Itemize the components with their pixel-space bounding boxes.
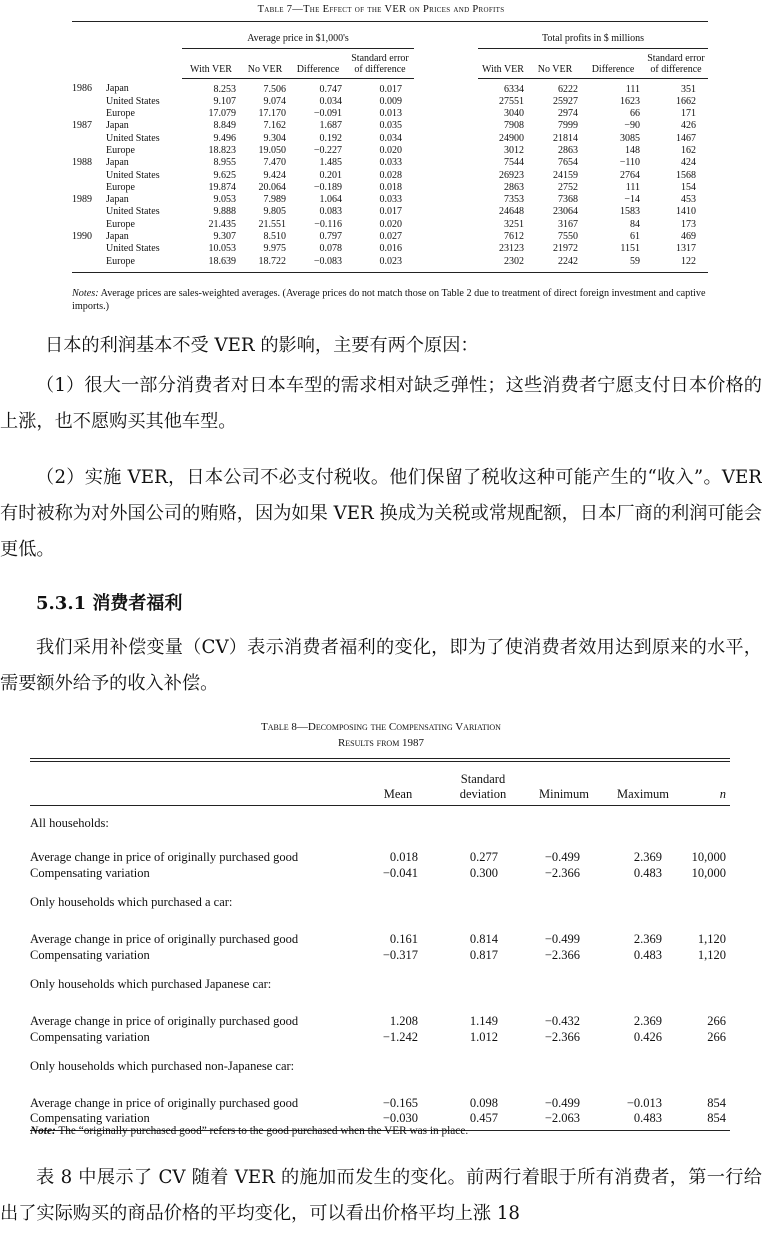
table7-value-cell: 61	[630, 231, 640, 243]
table7-value-cell: 1467	[676, 132, 696, 144]
table7-value-cell: 2863	[504, 181, 524, 193]
table7-value-cell: 8.510	[263, 231, 286, 243]
table7-row	[72, 256, 708, 273]
table7-value-cell: 7.162	[263, 120, 286, 132]
table7-value-cell: 2242	[528, 256, 582, 273]
table7-row	[72, 96, 708, 108]
paragraph-5: 表 8 中展示了 CV 随着 VER 的施加而发生的变化。前两行着眼于所有消费者，第一行给出了实际购买的商品价格的平均变化，可以看出价格平均上涨 18	[0, 1167, 762, 1224]
table7-gap-cell	[414, 133, 478, 145]
table7-value-cell: 0.033	[379, 157, 402, 169]
table8-row-label: Average change in price of originally purchased good	[30, 1095, 299, 1110]
table8-row	[30, 1013, 730, 1029]
table7-year-cell	[72, 256, 106, 273]
table7-value-cell: 7353	[504, 194, 524, 206]
table7-year-cell	[72, 243, 106, 255]
table7-value-cell: 0.018	[379, 181, 402, 193]
table7-value-cell: 19.874	[208, 181, 236, 193]
table8-value-cell: 1.208	[389, 1013, 418, 1028]
table7-value-cell: 9.975	[263, 243, 286, 255]
table7-region-cell: Japan	[106, 157, 129, 169]
table7-gap-cell	[414, 78, 478, 96]
table8-value-cell: 854	[684, 1111, 730, 1131]
table7-value-cell: 21814	[553, 132, 578, 144]
table7-value-cell: 1583	[620, 206, 640, 218]
table7-region-cell: Japan	[106, 194, 129, 206]
table7-value-cell: 2764	[620, 169, 640, 181]
table7-value-cell: 0.034	[319, 95, 342, 107]
table7-value-cell: 7908	[504, 120, 524, 132]
table8-value-cell: 0.161	[389, 931, 418, 946]
table8-value-cell: −2.366	[544, 865, 580, 880]
table7-value-cell: 0.201	[319, 169, 342, 181]
table7-value-cell: 0.017	[379, 83, 402, 95]
table7-value-cell: 9.107	[213, 95, 236, 107]
table8-col-header: Mean	[356, 765, 440, 805]
table7-value-cell: 0.020	[379, 144, 402, 156]
table8-col-header: n	[684, 765, 730, 805]
table7-gap-cell	[414, 108, 478, 120]
table7-value-cell: 18.823	[208, 144, 236, 156]
table8-value-cell: −1.242	[382, 1029, 418, 1044]
table7-value-cell: 0.033	[379, 194, 402, 206]
table8-value-cell: 2.369	[633, 849, 662, 864]
table7-col-header: With VER	[478, 48, 528, 78]
table7-value-cell: −0.116	[314, 218, 342, 230]
table7-col-header: With VER	[182, 48, 240, 78]
table7-value-cell: 3040	[504, 108, 524, 120]
table7-year-cell	[72, 108, 106, 120]
table7-value-cell: 7654	[558, 157, 578, 169]
table7-value-cell: 8.253	[213, 83, 236, 95]
table8-value-cell: −0.499	[544, 931, 580, 946]
table7-value-cell: 1317	[676, 243, 696, 255]
table8-value-cell: 1,120	[697, 947, 726, 962]
table8-value-cell: 2.369	[633, 1013, 662, 1028]
table7-value-cell: 1.485	[319, 157, 342, 169]
table8-row-label: Compensating variation	[30, 1029, 150, 1044]
table7-col-header: Difference	[582, 48, 644, 78]
table7-col-header: Difference	[290, 48, 346, 78]
table8-top-rule-2	[30, 761, 730, 762]
table8-row-label: Compensating variation	[30, 865, 150, 880]
table8-value-cell: 1,120	[697, 931, 726, 946]
table8-value-cell: −0.030	[356, 1111, 440, 1131]
table7-value-cell: 0.023	[346, 256, 414, 273]
table8-value-cell: −2.063	[526, 1111, 602, 1131]
table7-value-cell: 173	[681, 218, 696, 230]
table7-value-cell: 171	[681, 108, 696, 120]
table7-value-cell: 154	[681, 181, 696, 193]
table8-col-header: Standard deviation	[440, 765, 526, 805]
table7-value-cell: −110	[619, 157, 640, 169]
table7-year-cell	[72, 182, 106, 194]
table7-gap-cell	[414, 256, 478, 273]
section-heading: 5.3.1 消费者福利	[36, 593, 183, 614]
table7-row	[72, 120, 708, 132]
paragraph-3: （2）实施 VER，日本公司不必支付税收。他们保留了税收这种可能产生的“收入”。VER 有时被称为对外国公司的贿赂，因为如果 VER 换成为关税或常规配额，日本厂商的利润可能会更低。	[0, 467, 762, 560]
table7-value-cell: 7550	[558, 231, 578, 243]
table7-value-cell: 0.797	[319, 231, 342, 243]
table7-value-cell: −0.091	[313, 108, 342, 120]
table7-value-cell: 3012	[504, 144, 524, 156]
table7-value-cell: 21.435	[208, 218, 236, 230]
table7-gap-cell	[414, 96, 478, 108]
table7-value-cell: −0.227	[313, 144, 342, 156]
table7-value-cell: −90	[624, 120, 640, 132]
table7-notes: Notes: Average prices are sales-weighted averages. (Average prices do not match those on Table 2 due to treatment of direct foreign investment and captive imports.)	[72, 288, 706, 312]
table7-value-cell: 27551	[499, 95, 524, 107]
table7-year-cell: 1990	[72, 231, 92, 243]
table8-row	[30, 865, 730, 881]
table7-value-cell: 0.017	[379, 206, 402, 218]
table7-value-cell: 21972	[553, 243, 578, 255]
table7-year-cell	[72, 206, 106, 218]
table7-value-cell: 23064	[553, 206, 578, 218]
table8-row	[30, 1029, 730, 1045]
table8-top-rule	[30, 758, 730, 759]
table7-region-cell: United States	[106, 95, 160, 107]
table7-region-head	[106, 48, 182, 78]
table7-value-cell: 6222	[558, 83, 578, 95]
table7-row	[72, 194, 708, 206]
table7-year-cell	[72, 133, 106, 145]
table7-gap-cell	[414, 182, 478, 194]
table7-value-cell: 7999	[558, 120, 578, 132]
table7-group-profit: Total profits in $ millions	[478, 30, 708, 48]
table7-row	[72, 206, 708, 218]
table7-row	[72, 78, 708, 96]
table7-value-cell: 1151	[620, 243, 640, 255]
table7-gap-cell	[414, 206, 478, 218]
table7-value-cell: 24648	[499, 206, 524, 218]
table7-value-cell: 0.747	[319, 83, 342, 95]
table7-value-cell: 0.016	[379, 243, 402, 255]
table8-value-cell: 0.018	[389, 849, 418, 864]
table8-col-header: Minimum	[526, 765, 602, 805]
table8-value-cell: 0.277	[469, 849, 498, 864]
table7-value-cell: 0.034	[379, 132, 402, 144]
table8-value-cell: 266	[707, 1029, 726, 1044]
table7-value-cell: 3167	[558, 218, 578, 230]
table7-row	[72, 243, 708, 255]
table7-region-cell: Europe	[106, 181, 135, 193]
table7-value-cell: 1623	[620, 95, 640, 107]
table7-value-cell: 84	[630, 218, 640, 230]
table7-value-cell: 17.170	[258, 108, 286, 120]
table7-gap-head	[414, 48, 478, 78]
table8-value-cell: −0.432	[544, 1013, 580, 1028]
table7-value-cell: 0.083	[319, 206, 342, 218]
table8-value-cell: 2.369	[633, 931, 662, 946]
table7-value-cell: 10.053	[208, 243, 236, 255]
table8-col-header: Maximum	[602, 765, 684, 805]
table7-value-cell: 18.639	[182, 256, 240, 273]
table8-row	[30, 947, 730, 963]
table7-value-cell: 162	[681, 144, 696, 156]
table7-region-cell: Europe	[106, 144, 135, 156]
table8-title: Table 8—Decomposing the Compensating Variation	[261, 721, 501, 733]
table7-gap-cell	[414, 231, 478, 243]
table8-subtitle: Results from 1987	[337, 737, 425, 749]
table7-region-cell: Europe	[106, 218, 135, 230]
table8-note: Note: The “originally purchased good” refers to the good purchased when the VER was in place.	[30, 1125, 469, 1137]
table7-value-cell: 7544	[504, 157, 524, 169]
table7-value-cell: 2752	[558, 181, 578, 193]
table7-value-cell: 2863	[558, 144, 578, 156]
table7-year-cell: 1987	[72, 120, 92, 132]
table8-value-cell: 10,000	[691, 849, 726, 864]
table7-row	[72, 170, 708, 182]
table7-gap-cell	[414, 170, 478, 182]
table7-value-cell: 7.470	[263, 157, 286, 169]
table7-value-cell: 17.079	[208, 108, 236, 120]
table7-row	[72, 231, 708, 243]
table8-value-cell: −0.165	[382, 1095, 418, 1110]
table8-value-cell: −0.041	[382, 865, 418, 880]
table8-group-label: Only households which purchased a car:	[30, 894, 233, 909]
paragraph-4: 我们采用补偿变量（CV）表示消费者福利的变化，即为了使消费者效用达到原来的水平，需要额外给予的收入补偿。	[0, 637, 762, 694]
table8-group-label: All households:	[30, 815, 109, 830]
table7-region-cell: Europe	[106, 108, 135, 120]
table8-value-cell: 0.814	[469, 931, 498, 946]
table7-value-cell: 8.955	[213, 157, 236, 169]
table7-region-cell: Japan	[106, 231, 129, 243]
table7-value-cell: 469	[681, 231, 696, 243]
table7-row	[72, 157, 708, 169]
table7-value-cell: 424	[681, 157, 696, 169]
table7-value-cell: 0.027	[379, 231, 402, 243]
table7-value-cell: 21.551	[258, 218, 286, 230]
table7-gap-cell	[414, 243, 478, 255]
table7-gap-cell	[414, 145, 478, 157]
table8-value-cell: −0.317	[382, 947, 418, 962]
table7-value-cell: 9.053	[213, 194, 236, 206]
table7-year-cell	[72, 145, 106, 157]
table7-value-cell: 23123	[499, 243, 524, 255]
table7-value-cell: 426	[681, 120, 696, 132]
table7-year-cell	[72, 219, 106, 231]
table7-row	[72, 219, 708, 231]
table7-value-cell: 7368	[558, 194, 578, 206]
table7-value-cell: 0.020	[379, 218, 402, 230]
table7-value-cell: 0.009	[379, 95, 402, 107]
table7-row	[72, 133, 708, 145]
table8	[30, 765, 730, 1131]
table7-value-cell: 18.722	[240, 256, 290, 273]
table7-region-cell: Europe	[106, 256, 182, 273]
table7-value-cell: 1.687	[319, 120, 342, 132]
table8-group-label: Only households which purchased non-Japanese car:	[30, 1058, 295, 1073]
table7-value-cell: 9.805	[263, 206, 286, 218]
table7-row	[72, 108, 708, 120]
table8-value-cell: 1.012	[469, 1029, 498, 1044]
table8-value-cell: 854	[707, 1095, 726, 1110]
table7-value-cell: 1568	[676, 169, 696, 181]
table7-value-cell: 6334	[504, 83, 524, 95]
table8-row-label: Compensating variation	[30, 947, 150, 962]
table7-region-cell: United States	[106, 169, 160, 181]
table7-region-cell: Japan	[106, 83, 129, 95]
table8-value-cell: 0.426	[633, 1029, 662, 1044]
table8-row	[30, 849, 730, 865]
table7-value-cell: 111	[625, 181, 640, 193]
table7-value-cell: 3251	[504, 218, 524, 230]
table7-col-header: Standard error of difference	[346, 48, 414, 78]
table7-year-cell: 1986	[72, 83, 92, 95]
table7-value-cell: 2974	[558, 108, 578, 120]
table7-value-cell: 3085	[620, 132, 640, 144]
table8-value-cell: −2.366	[544, 1029, 580, 1044]
paragraph-2: （1）很大一部分消费者对日本车型的需求相对缺乏弹性；这些消费者宁愿支付日本价格的上涨，也不愿购买其他车型。	[0, 375, 762, 432]
table8-value-cell: −0.499	[544, 1095, 580, 1110]
table7-value-cell: 0.028	[379, 169, 402, 181]
table8-value-cell: 1.149	[469, 1013, 498, 1028]
table7-value-cell: 19.050	[258, 144, 286, 156]
paragraph-1: 日本的利润基本不受 VER 的影响，主要有两个原因：	[45, 335, 479, 356]
table7-value-cell: 8.849	[213, 120, 236, 132]
table7-value-cell: 9.307	[213, 231, 236, 243]
table7-gap-cell	[414, 194, 478, 206]
table7-col-header: No VER	[528, 48, 582, 78]
table7-value-cell: 0.078	[319, 243, 342, 255]
table7-value-cell: 20.064	[258, 181, 286, 193]
table7-value-cell: 9.304	[263, 132, 286, 144]
table8-row-label: Compensating variation	[30, 1111, 356, 1131]
table8-row-label: Average change in price of originally purchased good	[30, 931, 299, 946]
table8-row-label: Average change in price of originally purchased good	[30, 1013, 299, 1028]
table7-year-cell	[72, 170, 106, 182]
table7-value-cell: 1662	[676, 95, 696, 107]
table7-col-header: Standard error of difference	[644, 48, 708, 78]
table7-value-cell: 111	[625, 83, 640, 95]
table7-value-cell: 0.013	[379, 108, 402, 120]
table7-value-cell: 26923	[499, 169, 524, 181]
table7-value-cell: 9.625	[213, 169, 236, 181]
table7-year-cell	[72, 96, 106, 108]
table7-value-cell: 1410	[676, 206, 696, 218]
table8-row-label: Average change in price of originally purchased good	[30, 849, 299, 864]
table7-value-cell: 7.989	[263, 194, 286, 206]
table8-value-cell: 0.483	[633, 865, 662, 880]
table7-value-cell: 351	[681, 83, 696, 95]
table8-group-label: Only households which purchased Japanese car:	[30, 976, 272, 991]
table7-value-cell: 453	[681, 194, 696, 206]
table7-value-cell: 66	[630, 108, 640, 120]
table7-value-cell: 1.064	[319, 194, 342, 206]
table7-year-cell: 1988	[72, 157, 92, 169]
table7-value-cell: 0.192	[319, 132, 342, 144]
table7	[72, 30, 708, 273]
table7-value-cell: 9.074	[263, 95, 286, 107]
table8-value-cell: −0.499	[544, 849, 580, 864]
table8-value-cell: 0.098	[469, 1095, 498, 1110]
table7-value-cell: 122	[644, 256, 708, 273]
table8-value-cell: 266	[707, 1013, 726, 1028]
table7-value-cell: 9.424	[263, 169, 286, 181]
table7-row	[72, 145, 708, 157]
table7-group-price: Average price in $1,000's	[182, 30, 414, 48]
table7-value-cell: 59	[582, 256, 644, 273]
table7-top-rule	[72, 21, 708, 22]
table8-value-cell: 0.483	[602, 1111, 684, 1131]
table7-value-cell: 9.496	[213, 132, 236, 144]
table7-value-cell: 7.506	[263, 83, 286, 95]
table7-region-cell: United States	[106, 243, 160, 255]
table7-region-cell: United States	[106, 206, 160, 218]
table8-label-head	[30, 765, 356, 805]
table7-year-head	[72, 48, 106, 78]
table8-value-cell: 0.817	[469, 947, 498, 962]
table8-row	[30, 931, 730, 947]
table7-value-cell: 148	[625, 144, 640, 156]
table7-value-cell: −14	[624, 194, 640, 206]
table8-value-cell: −0.013	[626, 1095, 662, 1110]
table7-region-cell: Japan	[106, 120, 129, 132]
table7-value-cell: 25927	[553, 95, 578, 107]
table7-value-cell: −0.189	[313, 181, 342, 193]
table8-value-cell: −2.366	[544, 947, 580, 962]
table8-value-cell: 0.300	[469, 865, 498, 880]
table7-row	[72, 182, 708, 194]
table7-year-cell: 1989	[72, 194, 92, 206]
table8-value-cell: 0.457	[440, 1111, 526, 1131]
table8-value-cell: 0.483	[633, 947, 662, 962]
table7-region-cell: United States	[106, 132, 160, 144]
table7-value-cell: 0.035	[379, 120, 402, 132]
table7-value-cell: 24159	[553, 169, 578, 181]
table7-title: Table 7—The Effect of the VER on Prices and Profits	[257, 4, 505, 15]
table7-value-cell: 9.888	[213, 206, 236, 218]
table7-value-cell: −0.083	[290, 256, 346, 273]
table7-value-cell: 7612	[504, 231, 524, 243]
table7-col-header: No VER	[240, 48, 290, 78]
table7-gap-cell	[414, 157, 478, 169]
table8-value-cell: 10,000	[691, 865, 726, 880]
table7-gap-cell	[414, 120, 478, 132]
table8-row	[30, 1095, 730, 1111]
table7-value-cell: 24900	[499, 132, 524, 144]
table7-gap-cell	[414, 219, 478, 231]
table7-value-cell: 2302	[478, 256, 528, 273]
